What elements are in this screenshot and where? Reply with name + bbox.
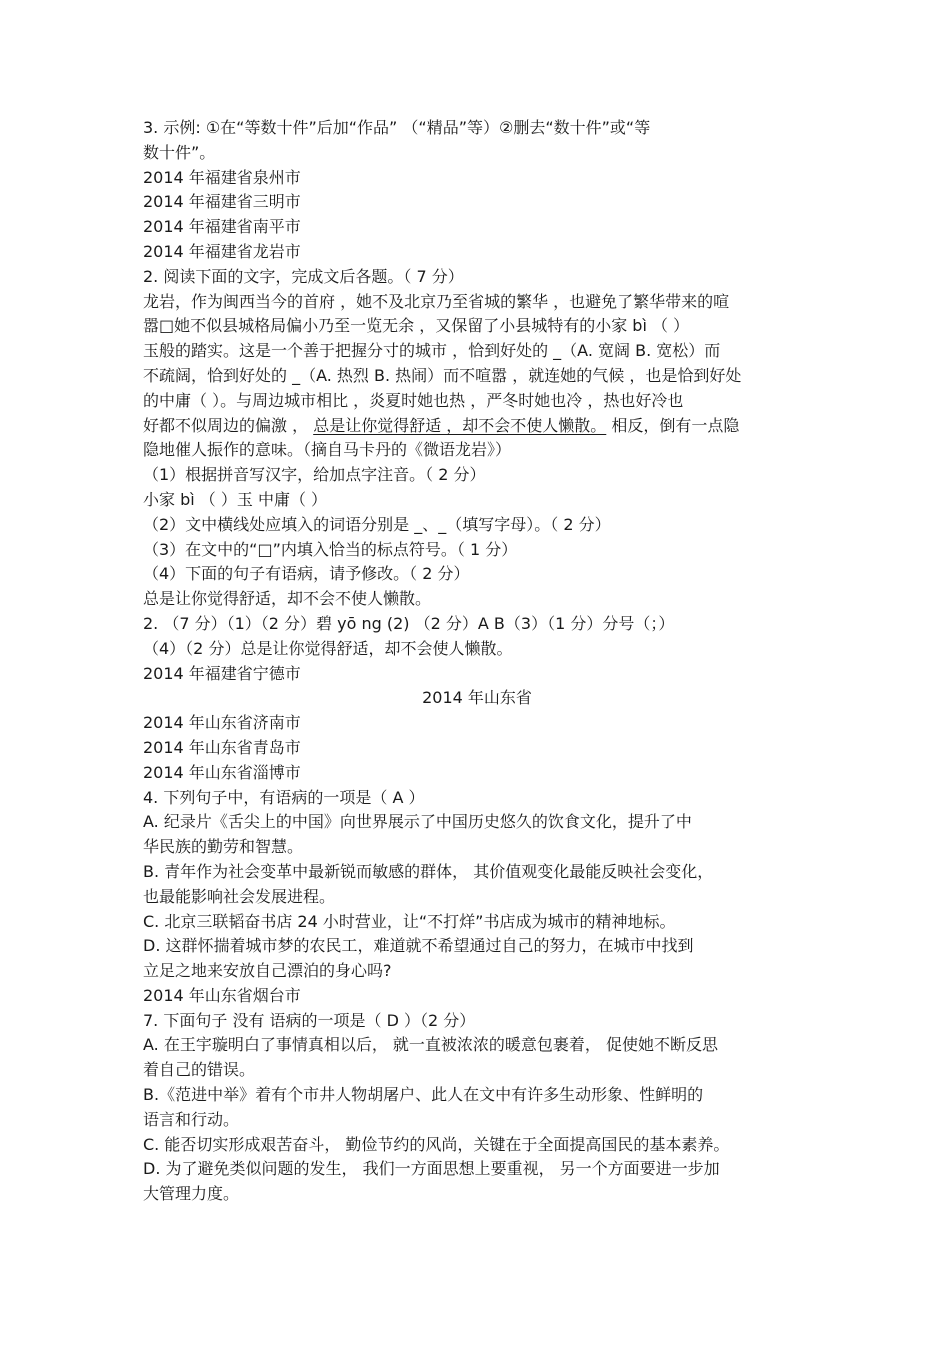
- underlined-sentence: 总是让你觉得舒适 ，却不会不使人懒散。: [313, 415, 607, 435]
- text-line: D. 这群怀揣着城市梦的农民工，难道就不希望通过自己的努力，在城市中找到: [143, 936, 694, 956]
- text-line: 小家 bì （ ）玉 中庸（ ）: [143, 489, 328, 509]
- text-line: 也最能影响社会发展进程。: [143, 886, 336, 906]
- text-segment: 相反，倒有一点隐: [606, 415, 740, 435]
- text-line: 2014 年山东省青岛市: [143, 737, 301, 757]
- text-line: 4. 下列句子中，有语病的一项是（ A ）: [143, 787, 425, 807]
- text-line: 2014 年福建省三明市: [143, 192, 301, 212]
- text-line: 语言和行动。: [143, 1109, 240, 1129]
- text-line: 2014 年山东省烟台市: [143, 985, 301, 1005]
- text-line: 立足之地来安放自己漂泊的身心吗?: [143, 961, 392, 981]
- text-line: 数十件”。: [143, 142, 216, 162]
- text-line: 玉般的踏实。这是一个善于把握分寸的城市 ，恰到好处的 _（A. 宽阔 B. 宽松）而: [143, 341, 721, 361]
- text-line: 2014 年福建省南平市: [143, 217, 301, 237]
- text-line: （4）（2 分）总是让你觉得舒适，却不会使人懒散。: [143, 638, 513, 658]
- text-line: 着自己的错误。: [143, 1060, 256, 1080]
- text-line: 7. 下面句子 没有 语病的一项是（ D ）（2 分）: [143, 1010, 476, 1030]
- document-body: [143, 116, 811, 1207]
- text-line: 不疏阔，恰到好处的 _（A. 热烈 B. 热闹）而不喧嚣 ，就连她的气候 ，也是恰到好处: [143, 365, 742, 385]
- text-line: 嚣□她不似县城格局偏小乃至一览无余 ，又保留了小县城特有的小家 bì （ ）: [143, 316, 690, 336]
- text-segment: 好都不似周边的偏激 ，: [143, 415, 314, 435]
- text-line: 2. （7 分）（1）（2 分）碧 yō ng (2) （2 分）A B（3）（1 分）分号（；）: [143, 613, 675, 633]
- section-heading: 2014 年山东省: [422, 688, 532, 708]
- text-line: D. 为了避免类似问题的发生， 我们一方面思想上要重视， 另一个方面要进一步加: [143, 1159, 720, 1179]
- text-line: A. 纪录片《舌尖上的中国》向世界展示了中国历史悠久的饮食文化，提升了中: [143, 812, 692, 832]
- text-line: A. 在王宇璇明白了事情真相以后， 就一直被浓浓的暖意包裹着， 促使她不断反思: [143, 1035, 719, 1055]
- text-line: （3）在文中的“□”内填入恰当的标点符号。（ 1 分）: [143, 539, 518, 559]
- text-line: 3. 示例: ①在“等数十件”后加“作品” （“精品”等）②删去“数十件”或“等: [143, 118, 651, 137]
- text-line: 2014 年福建省龙岩市: [143, 241, 301, 261]
- text-line: B.《范进中举》着有个市井人物胡屠户、此人在文中有许多生动形象、性鲜明的: [143, 1085, 704, 1105]
- text-line: 的中庸（ ）。与周边城市相比 ，炎夏时她也热 ，严冬时她也冷 ，热也好冷也: [143, 390, 684, 410]
- text-line: C. 能否切实形成艰苦奋斗， 勤俭节约的风尚，关键在于全面提高国民的基本素养。: [143, 1134, 730, 1154]
- text-line: 2. 阅读下面的文字，完成文后各题。（ 7 分）: [143, 266, 464, 286]
- text-line: （4）下面的句子有语病，请予修改。（ 2 分）: [143, 564, 470, 584]
- text-line: 龙岩，作为闽西当今的首府 ，她不及北京乃至省城的繁华 ，也避免了繁华带来的喧: [143, 291, 730, 311]
- text-line-with-underline: [143, 414, 811, 439]
- text-line: B. 青年作为社会变革中最新锐而敏感的群体， 其价值观变化最能反映社会变化，: [143, 861, 714, 881]
- text-line: 2014 年山东省淄博市: [143, 762, 301, 782]
- text-line: 总是让你觉得舒适，却不会不使人懒散。: [143, 589, 432, 609]
- text-line: 大管理力度。: [143, 1184, 240, 1204]
- text-line: 2014 年福建省泉州市: [143, 167, 301, 187]
- text-line: 华民族的勤劳和智慧。: [143, 837, 304, 857]
- text-line: （2）文中横线处应填入的词语分别是 _、_（填写字母）。（ 2 分）: [143, 514, 611, 534]
- text-line: （1）根据拼音写汉字，给加点字注音。（ 2 分）: [143, 465, 486, 485]
- text-line: C. 北京三联韬奋书店 24 小时营业，让“不打烊”书店成为城市的精神地标。: [143, 911, 676, 931]
- text-line: 2014 年福建省宁德市: [143, 663, 301, 683]
- text-line: 隐地催人振作的意味。（摘自马卡丹的《微语龙岩》）: [143, 440, 512, 460]
- text-line: 2014 年山东省济南市: [143, 713, 301, 733]
